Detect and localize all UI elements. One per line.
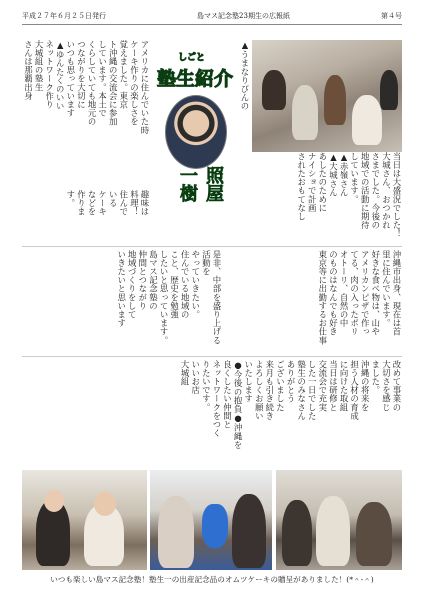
right-article — [252, 152, 402, 246]
col-c17: りたいです。 — [201, 360, 212, 412]
lower-text-5: に向けた取組 — [339, 360, 350, 412]
lower-text-14: いたします — [243, 360, 254, 403]
col-c13: 東京等に出勤するお仕事 — [317, 250, 328, 345]
lower-text-3: 沖縄の将来を — [360, 360, 371, 412]
upper-text-8: ▲ゆんたくのいい — [55, 40, 66, 111]
top-group-photo — [252, 40, 402, 152]
upper-text-10: 大城組の塾生 — [34, 40, 45, 92]
upper-text-4: しています。本土で — [97, 40, 108, 118]
feature-title — [152, 53, 238, 92]
upper-left-article — [22, 40, 150, 190]
col-c15: 良くしたい仲間と — [222, 360, 233, 429]
bottom-photo-2 — [150, 470, 272, 570]
upper-text-6: つながりを大切に — [76, 40, 87, 109]
middle-left-article — [22, 250, 222, 350]
newsletter-title: 島マス記念塾23期生の広報紙 — [197, 12, 290, 20]
right-text-2: さまでした。今後の — [370, 152, 381, 230]
col-c11: オトーリ、自然の中 — [339, 250, 350, 328]
middle-text-5: 島マス記念塾の — [148, 250, 159, 311]
middle-right-article — [228, 250, 402, 350]
right-text-7: あしたのために — [317, 152, 328, 213]
bottom-photo-3 — [276, 470, 402, 570]
lower-text-1: 大切さを感じ — [381, 360, 392, 412]
middle-text-3: こと、歴史を勉強 — [169, 250, 180, 319]
lower-article — [22, 360, 402, 466]
upper-text-2: 覚えました。東京 — [118, 40, 129, 109]
col-c14: ●今後の抱負●沖縄を — [233, 360, 244, 450]
right-text-8: ナイショで計画 — [307, 152, 318, 213]
col-c5: 大城組 — [180, 360, 191, 386]
upper-text-9: ネットワーク作り — [44, 40, 55, 109]
lower-text-8: した一日でした — [307, 360, 318, 421]
lower-text-9: 塾生のみなさん — [296, 360, 307, 421]
col-c16: ネットワークをつく — [211, 360, 222, 438]
upper-text-7: いつも思っています — [65, 40, 76, 118]
col-c7: 里に住んでいます。 — [381, 250, 392, 328]
middle-text-8: いきたいと思います — [116, 250, 127, 328]
col-c2: ケーキなどを作ります。 — [65, 190, 108, 216]
right-text-4: しています。 — [349, 152, 360, 204]
col-c6: 沖縄市出身、現在は首 — [392, 250, 402, 336]
upper-side-text — [230, 40, 250, 200]
issue-date: 平成２７年６月２５日発行 — [22, 12, 106, 20]
right-text-9: されたおもてなし — [296, 152, 307, 221]
lower-text-11: ございました — [275, 360, 286, 412]
lower-text-12: 来月も引き続き — [264, 360, 275, 421]
lower-text-13: よろしくお願い — [254, 360, 265, 421]
photo-caption: いつも楽しい島マス記念塾！塾生一の出産記念品のオムツケーキの贈呈がありました！(*＾-＾) — [50, 575, 374, 584]
col-c3: ▲うまなりびんの — [240, 40, 250, 111]
upper-left-article-tail — [22, 190, 150, 220]
upper-text-1: ケーキ作りの楽しさを — [129, 40, 140, 126]
col-c1: 趣味は料理！住んでいる — [108, 190, 150, 216]
right-text-6: ▲大城さん — [328, 152, 339, 197]
section-divider-2 — [22, 356, 402, 357]
upper-text-5: くらしていても地元の — [87, 40, 98, 126]
middle-text-1: やっていきたい。 — [190, 250, 201, 319]
lower-text-4: 担う人材の育成 — [349, 360, 360, 421]
bottom-photo-1 — [22, 470, 147, 570]
col-c4: いいお店 — [190, 360, 201, 395]
lower-text-10: ありがとう — [286, 360, 297, 403]
col-c10: てる、肉の入ったボリ — [349, 250, 360, 336]
middle-text-2: 住んでいる地域の — [180, 250, 191, 319]
right-text-1: 大城さん、おつかれ — [381, 152, 392, 230]
middle-text-0: 是非、中部を盛り上げる活動を — [201, 250, 222, 345]
upper-text-0: アメリカに住んでいた時 — [140, 40, 150, 135]
col-c9: アメリカンピザで作っ — [360, 250, 371, 336]
lower-text-2: ました。 — [370, 360, 381, 395]
col-c8: 好きな食べ物は、山や — [370, 250, 381, 336]
lower-text-0: 改めて事業の — [392, 360, 402, 412]
upper-text-11: さんは那覇出身 — [23, 40, 34, 101]
page-header — [22, 8, 402, 25]
lower-text-6: 当日は研修と — [328, 360, 339, 412]
right-text-3: 地域での活動に期待 — [360, 152, 371, 230]
col-c12: のものはなんでも好き — [328, 250, 339, 336]
middle-text-6: 仲間とつながり — [137, 250, 148, 311]
section-divider — [22, 246, 402, 247]
member-portrait-photo — [165, 95, 227, 169]
right-text-0: 当日は大盛況でした！ — [392, 152, 402, 238]
page-number: 第４号 — [380, 12, 402, 20]
lower-text-7: 交流会で充実 — [317, 360, 328, 412]
right-text-5: ▲赤嶺さん — [339, 152, 350, 197]
feature-title-text: 塾生紹介 — [156, 67, 233, 90]
member-name: 照屋一樹 — [177, 166, 224, 202]
feature-kicker: しごと — [178, 53, 206, 63]
upper-text-3: ト沖縄の交流会に参加 — [108, 40, 119, 126]
middle-text-4: したいと思っています。 — [159, 250, 170, 345]
middle-text-7: 地域づくりをして — [127, 250, 138, 319]
